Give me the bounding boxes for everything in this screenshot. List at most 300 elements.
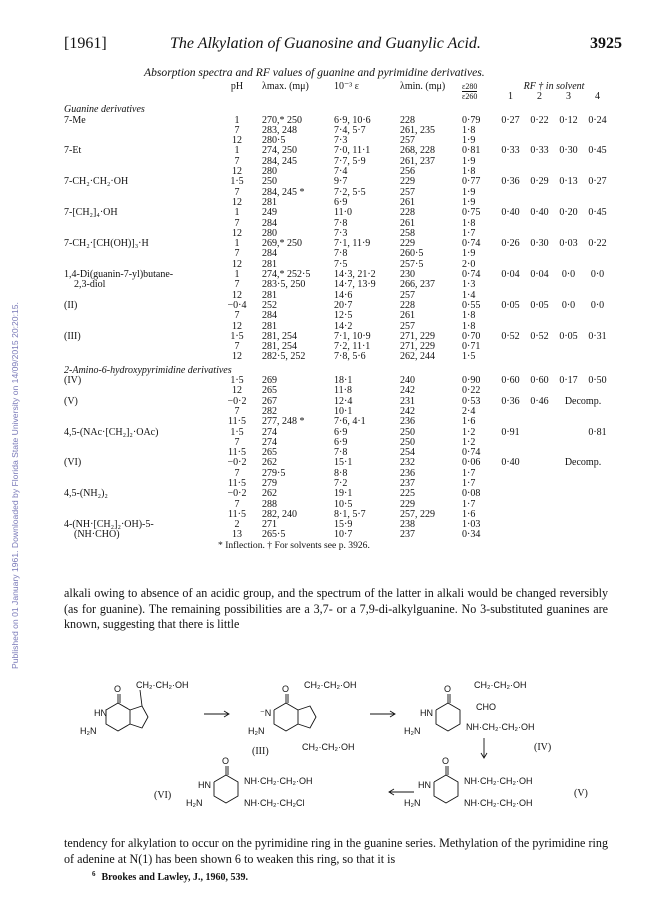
cell-rf-s3 [554,342,583,352]
cell-ph: 12 [232,227,242,239]
cell-ratio: 1·9 [462,196,476,208]
cell-cmp: 7-[CH₂]₄·OH [64,207,118,219]
cell-lmax: 274, 250 [262,145,297,157]
cell-cmp: 1,4-Di(guanin-7-yl)butane- [64,269,174,281]
cell-ph: 7 [234,279,240,291]
cell-rf-s3 [554,407,583,417]
cell-ph: 11·5 [228,447,246,459]
cell-ph: 7 [234,217,240,229]
cell-ph: 12 [232,135,242,147]
cell-lmax: 262 [262,457,277,469]
cell-cmp: (VI) [64,457,82,469]
cell-ratio: 1·2 [462,436,476,448]
cell-ph: 12 [232,166,242,178]
cell-cmp [64,469,218,479]
cell-ratio: 0·08 [462,488,481,500]
cell-ratio: 0·75 [462,207,481,219]
cell-eps: 18·1 [334,375,353,387]
cell-ratio: 1·9 [462,248,476,260]
cell-lmax: 284, 245 * [262,186,305,198]
cell-rf-s1 [496,500,525,510]
cell-eps: 15·9 [334,519,353,531]
cell-rf-s2: 0·40 [530,207,549,219]
cell-lmin: 250 [400,426,415,438]
svg-text:H₂N: H₂N [404,726,421,736]
cell-ph: 1 [234,238,240,250]
cell-ph: 1 [234,114,240,126]
cell-rf-s4: 0·22 [588,238,607,250]
cell-eps: 15·1 [334,457,353,469]
cell-lmax: 283, 248 [262,124,297,136]
cell-cmp: 7-CH₂·[CH(OH)]₃·H [64,238,149,250]
substituent-text: CH₂·CH₂·OH [474,680,527,690]
cell-rf-s4 [583,489,612,499]
cell-cmp: (II) [64,299,78,311]
svg-text:H₂N: H₂N [186,798,203,808]
cell-ph: 1 [234,145,240,157]
cell-rf-s1 [496,280,525,290]
cell-ph: 12 [232,320,242,332]
svg-text:H₂N: H₂N [248,726,265,736]
cell-rf-s1 [496,249,525,259]
cell-rf-s2 [525,352,554,362]
cell-rf-s2: 0·04 [530,269,549,281]
cell-rf-s3 [554,438,583,448]
substituent-text: NH·CH₂·CH₂·OH [464,776,533,786]
cell-ph: 7 [234,248,240,260]
cell-rf-s1 [496,530,525,540]
cell-rf-s3 [554,219,583,229]
cell-rf-s4: 0·50 [588,375,607,387]
cell-ratio: 0·53 [462,395,481,407]
cell-rf-s1 [496,311,525,321]
structure-iv [404,680,551,753]
cell-ph: 12 [232,196,242,208]
cell-eps: 8·8 [334,467,348,479]
table-caption: Absorption spectra and RF values of guanine and pyrimidine derivatives. [144,66,485,79]
cell-lmin: 254 [400,447,415,459]
cell-eps: 7·3 [334,135,348,147]
cell-rf-s1 [496,520,525,530]
cell-rf-s2 [525,428,554,438]
cell-cmp [64,438,218,448]
cell-ratio: 0·70 [462,330,481,342]
cell-eps: 14·7, 13·9 [334,279,376,291]
cell-ratio: 1·9 [462,155,476,167]
cell-eps: 7·8 [334,217,348,229]
cell-lmax: 265 [262,385,277,397]
cell-lmin: 268, 228 [400,145,435,157]
col-ratio [462,82,496,102]
cell-rf-s2 [525,530,554,540]
cell-cmp [64,322,218,332]
cell-rf-s3 [554,188,583,198]
cell-lmax: 271 [262,519,277,531]
svg-text:O: O [222,756,230,766]
cell-rf-s1: 0·40 [501,457,520,469]
solvent-4: 4 [595,91,600,102]
cell-eps: 12·4 [334,395,353,407]
cell-lmin: 257·5 [400,258,424,270]
cell-ratio: 0·74 [462,447,481,459]
cell-rf-s4 [583,530,612,540]
cell-lmax: 274 [262,436,277,448]
cell-ph: 11·5 [228,416,246,428]
cell-cmp: 4-(NH·[CH₂]₂·OH)-5- [64,519,154,531]
cell-rf-s1 [496,489,525,499]
svg-text:HN: HN [94,708,107,718]
cell-lmin: 271, 229 [400,330,435,342]
header-year: [1961] [64,35,107,52]
cell-ratio: 1·8 [462,166,476,178]
cell-rf-s4 [583,469,612,479]
cell-ph: 1·5 [230,176,244,188]
cell-eps: 7·5 [334,258,348,270]
cell-eps: 7·2, 11·1 [334,341,371,353]
cell-lmax: 284 [262,248,277,260]
cell-ratio: 1·5 [462,351,476,363]
cho-text: CHO [476,702,496,712]
cell-rf-s2 [525,520,554,530]
cell-eps: 7·6, 4·1 [334,416,366,428]
cell-ratio: 2·0 [462,258,476,270]
cell-lmax: 252 [262,299,277,311]
label-iii: (III) [252,746,269,757]
cell-rf-s1 [496,352,525,362]
cell-rf-s1 [496,126,525,136]
cell-lmax: 280 [262,227,277,239]
cell-ratio: 0·71 [462,341,481,353]
cell-lmin: 258 [400,227,415,239]
col-lambda-min: λmin. (mμ) [400,81,446,92]
cell-cmp: 7-CH₂·CH₂·OH [64,176,129,188]
cell-lmax: 282·5, 252 [262,351,306,363]
cell-ratio: 1·6 [462,416,476,428]
svg-text:⁻N: ⁻N [260,708,272,718]
cell-rf-s4 [583,438,612,448]
table-row [64,311,612,321]
substituent-text: NH·CH₂·CH₂·OH [244,776,313,786]
cell-cmp [64,157,218,167]
cell-eps: 19·1 [334,488,353,500]
cell-ratio: 2·4 [462,405,476,417]
cell-rf-decomp: Decomp. [564,395,602,407]
cell-lmax: 277, 248 * [262,416,305,428]
cell-rf-s2 [525,249,554,259]
cell-rf-s4 [583,352,612,362]
cell-rf-s3 [554,157,583,167]
cell-ph: 13 [232,529,242,541]
cell-cmp: 4,5-(NAc·[CH₂]₂·OAc) [64,426,159,438]
guanine-7-hydroxyethyl-structure [80,680,188,736]
cell-cmp [64,291,218,301]
cell-eps: 7·2 [334,477,348,489]
cell-ph: 7 [234,124,240,136]
cell-rf-s4: 0·0 [590,299,605,311]
cell-rf-s4: 0·45 [588,145,607,157]
cell-rf-s4: 0·0 [590,269,605,281]
cell-cmp: 7-Me [64,114,86,126]
table-row [64,352,612,362]
cell-rf-s4 [583,157,612,167]
cell-ph: 12 [232,351,242,363]
cell-ratio: 0·22 [462,385,481,397]
cell-ph: 7 [234,467,240,479]
cell-lmax: 281 [262,258,277,270]
cell-lmax: 282 [262,405,277,417]
cell-rf-s4 [583,249,612,259]
cell-eps: 7·8 [334,248,348,260]
table-row [64,417,612,427]
cell-rf-s3 [554,500,583,510]
cell-rf-s1: 0·26 [501,238,520,250]
cell-lmin: 242 [400,385,415,397]
cell-lmax: 262 [262,488,277,500]
cell-ratio: 1·7 [462,477,476,489]
cell-cmp: 7-Et [64,145,82,157]
structure-v [404,756,588,808]
cell-eps: 6·9 [334,436,348,448]
cell-lmin: 261 [400,196,415,208]
cell-cmp [64,500,218,510]
cell-lmin: 242 [400,405,415,417]
structure-vi [154,756,312,808]
cell-eps: 7·4, 5·7 [334,124,366,136]
cell-rf-s3 [554,126,583,136]
cell-lmax: 270,* 250 [262,114,302,126]
cell-ratio: 1·8 [462,217,476,229]
cell-rf-s3 [554,249,583,259]
cell-lmin: 261, 235 [400,124,435,136]
cell-lmin: 250 [400,436,415,448]
cell-rf-s3: 0·0 [561,299,576,311]
cell-rf-s1 [496,219,525,229]
cell-eps: 12·5 [334,310,353,322]
cell-lmin: 237 [400,477,415,489]
cell-ratio: 1·7 [462,467,476,479]
svg-text:H₂N: H₂N [404,798,421,808]
cell-cmp [64,126,218,136]
cell-ph: 7 [234,498,240,510]
cell-rf-s3: 0·03 [559,238,578,250]
cell-eps: 11·0 [334,207,352,219]
cell-ratio: 0·34 [462,529,481,541]
cell-eps: 20·7 [334,299,353,311]
cell-rf-s2 [525,458,554,468]
cell-rf-s3 [554,489,583,499]
cell-rf-s1: 0·60 [501,375,520,387]
cell-rf-s3: 0·05 [559,330,578,342]
cell-lmax: 281, 254 [262,341,297,353]
cell-cmp [64,407,218,417]
label-vi: (VI) [154,790,172,801]
svg-text:HN: HN [420,708,433,718]
cell-lmax: 281, 254 [262,330,297,342]
cell-rf-s2: 0·29 [530,176,549,188]
cell-rf-s2 [525,407,554,417]
cell-ph: 7 [234,155,240,167]
cell-rf-s3 [554,428,583,438]
header-title: The Alkylation of Guanosine and Guanylic Acid. [170,35,481,52]
cell-ratio: 1·8 [462,310,476,322]
cell-cmp: (IV) [64,375,82,387]
cell-ph: 7 [234,310,240,322]
cell-rf-s2 [525,219,554,229]
cell-rf-s2 [525,448,554,458]
cell-lmin: 236 [400,467,415,479]
cell-lmin: 262, 244 [400,351,435,363]
cell-rf-s2 [525,157,554,167]
cell-lmax: 267 [262,395,277,407]
cell-eps: 7·8 [334,447,348,459]
cell-ratio: 0·81 [462,145,481,157]
cell-rf-s1 [496,157,525,167]
cell-lmax: 288 [262,498,277,510]
cell-cmp [64,417,218,427]
cell-eps: 10·5 [334,498,353,510]
cell-rf-s4 [583,126,612,136]
cell-eps: 7·7, 5·9 [334,155,366,167]
cell-rf-s2 [525,188,554,198]
cell-lmin: 271, 229 [400,341,435,353]
cell-rf-s3: 0·20 [559,207,578,219]
cell-ratio: 0·90 [462,375,481,387]
download-watermark [8,120,22,680]
cell-rf-s4 [583,417,612,427]
cell-ratio: 1·8 [462,320,476,332]
cell-eps: 11·8 [334,385,352,397]
cell-rf-s1: 0·91 [501,426,520,438]
cell-ph: 12 [232,258,242,270]
cell-lmax: 269 [262,375,277,387]
cell-rf-s1 [496,438,525,448]
cell-eps: 6·9, 10·6 [334,114,371,126]
cell-ratio: 1·03 [462,519,481,531]
reaction-scheme [64,674,612,834]
cell-lmax: 284 [262,217,277,229]
cell-ph: 12 [232,385,242,397]
cell-lmax: 274,* 252·5 [262,269,311,281]
ratio-numerator: ε280 [462,82,478,91]
label-v: (V) [574,788,588,799]
cell-lmin: 266, 237 [400,279,435,291]
cell-rf-s3: 0·30 [559,145,578,157]
cell-lmin: 229 [400,238,415,250]
cell-lmin: 228 [400,299,415,311]
cell-ratio: 0·77 [462,176,481,188]
cell-eps: 14·3, 21·2 [334,269,376,281]
cell-ratio: 1·9 [462,186,476,198]
ratio-denominator: ε260 [462,92,478,101]
cell-cmp [64,448,218,458]
cell-rf-s2: 0·22 [530,114,549,126]
cell-ratio: 1·7 [462,227,476,239]
cell-rf-s2: 0·52 [530,330,549,342]
cell-ph: 2 [234,519,240,531]
cell-rf-s2 [525,438,554,448]
cell-eps: 7·1, 11·9 [334,238,371,250]
substituent-text: NH·CH₂·CH₂Cl [244,798,305,808]
cell-cmp [64,311,218,321]
substituent-text: CH₂·CH₂·OH [302,742,355,752]
cell-lmax: 283·5, 250 [262,279,306,291]
cell-rf-s2 [525,500,554,510]
cell-rf-s4 [583,219,612,229]
cell-lmax: 280·5 [262,135,286,147]
cell-rf-s2 [525,510,554,520]
cell-rf-s4 [583,188,612,198]
cell-ph: −0·2 [227,457,247,469]
cell-ph: 7 [234,186,240,198]
rf-group-label: RF † in solvent [523,81,585,92]
cell-rf-s3: 0·0 [561,269,576,281]
cell-eps: 7·4 [334,166,348,178]
cell-lmax: 281 [262,320,277,332]
cell-rf-s1: 0·36 [501,176,520,188]
cell-ph: 7 [234,405,240,417]
cell-rf-s4: 0·81 [588,426,607,438]
solvent-3: 3 [566,91,571,102]
cell-lmin: 238 [400,519,415,531]
cell-ratio: 1·8 [462,124,476,136]
cell-rf-s3 [554,510,583,520]
structure-iii [248,680,356,757]
cell-lmax: 249 [262,207,277,219]
cell-rf-s2: 0·60 [530,375,549,387]
table-header-row [64,82,612,102]
cell-lmin: 229 [400,498,415,510]
cell-lmax: 265·5 [262,529,286,541]
solvent-2: 2 [537,91,542,102]
cell-cmp: 2,3-diol [64,279,106,291]
cell-ph: −0·4 [227,299,247,311]
cell-ratio: 1·4 [462,289,476,301]
cell-rf-s4 [583,500,612,510]
cell-lmin: 260·5 [400,248,424,260]
substituent-text: NH·CH₂·CH₂·OH [466,722,535,732]
cell-cmp [64,219,218,229]
cell-ratio: 0·74 [462,238,481,250]
cell-eps: 14·6 [334,289,353,301]
cell-eps: 7·0, 11·1 [334,145,371,157]
cell-ph: 7 [234,436,240,448]
reference-6 [92,870,248,883]
substituent-text: CH₂·CH₂·OH [304,680,357,690]
cell-rf-s1: 0·04 [501,269,520,281]
cell-ph: 1·5 [230,426,244,438]
cell-rf-s4: 0·45 [588,207,607,219]
cell-lmax: 279 [262,477,277,489]
substituent-text: NH·CH₂·CH₂·OH [464,798,533,808]
cell-rf-s2 [525,479,554,489]
col-ph: pH [230,81,244,92]
cell-rf-s4: 0·31 [588,330,607,342]
cell-rf-s3: 0·13 [559,176,578,188]
cell-eps: 10·7 [334,529,353,541]
cell-lmax: 284 [262,310,277,322]
cell-eps: 14·2 [334,320,353,332]
cell-rf-s4 [583,520,612,530]
cell-lmin: 230 [400,269,415,281]
cell-lmin: 257 [400,289,415,301]
cell-rf-s1 [496,510,525,520]
cell-cmp [64,342,218,352]
cell-rf-decomp: Decomp. [564,457,602,469]
cell-rf-s2 [525,280,554,290]
cell-lmax: 265 [262,447,277,459]
cell-eps: 10·1 [334,405,353,417]
cell-cmp [64,188,218,198]
